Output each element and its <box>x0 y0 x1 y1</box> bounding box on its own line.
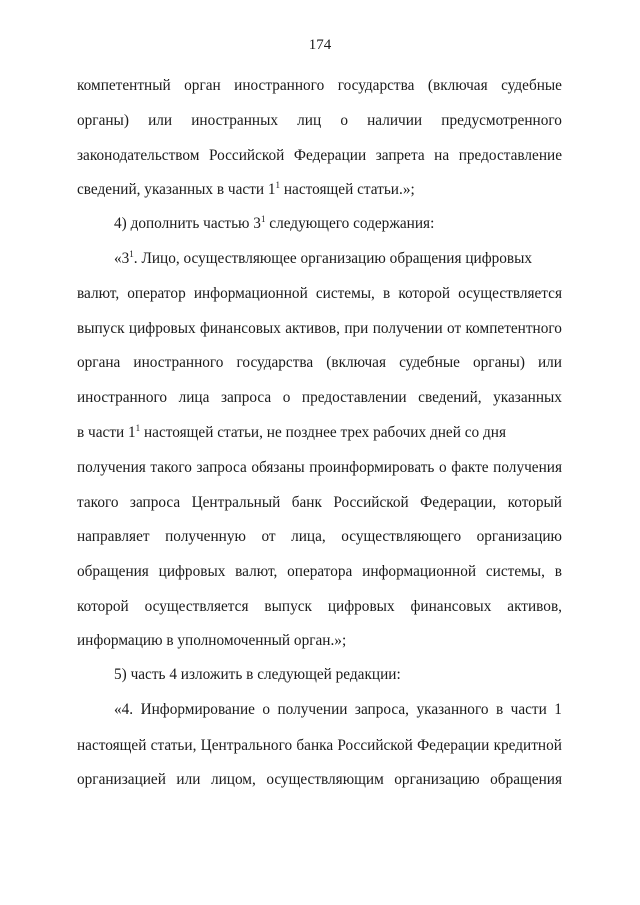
text-segment: . Лицо, осуществляющее организацию обращения цифровых <box>133 250 533 267</box>
word: части <box>510 701 547 718</box>
word: обязаны <box>251 459 305 476</box>
word: указанных <box>493 389 562 406</box>
word: указанного <box>416 701 489 718</box>
word: который <box>507 494 562 511</box>
word: о <box>262 701 271 718</box>
word: «4. <box>114 701 134 718</box>
word: 1 <box>554 701 562 718</box>
word: информационной <box>193 285 308 302</box>
superscript: 1 <box>275 180 281 190</box>
text-segment: следующего содержания: <box>265 215 435 232</box>
word: организацией <box>77 771 166 788</box>
word: обращения <box>490 771 562 788</box>
word: оператор <box>127 285 186 302</box>
word: предусмотренного <box>441 112 562 129</box>
word: иностранного <box>234 77 325 94</box>
text-line: 5) часть 4 изложить в следующей редакции: <box>114 666 401 683</box>
word: валют, <box>77 285 120 302</box>
word: информационной <box>362 563 477 580</box>
word: о <box>438 459 447 476</box>
word: при <box>344 320 369 337</box>
word: факте <box>451 459 489 476</box>
word: запроса <box>129 494 181 511</box>
word: компетентного <box>465 320 562 337</box>
word: Центральный <box>191 494 281 511</box>
text-line <box>77 320 562 338</box>
word: организацию <box>476 528 562 545</box>
word: направляет <box>77 528 150 545</box>
word: выпуск <box>264 598 312 615</box>
word: запрета <box>375 147 425 164</box>
word: на <box>434 147 450 164</box>
word: осуществляющего <box>341 528 462 545</box>
text-segment: «3 <box>114 250 130 267</box>
text-line <box>77 389 562 407</box>
text-line <box>77 285 562 303</box>
word: организацию <box>394 771 480 788</box>
word: или <box>148 112 173 129</box>
word: выпуск <box>77 320 125 337</box>
word: в <box>382 285 391 302</box>
word: государства <box>337 77 415 94</box>
word: полученную <box>165 528 246 545</box>
word: финансовых <box>410 598 492 615</box>
word: осуществляющим <box>266 771 384 788</box>
word: которой <box>398 285 451 302</box>
word: Федерации <box>417 737 490 754</box>
text-line <box>77 147 562 165</box>
word: статьи, <box>150 737 197 754</box>
word: судебные <box>501 77 562 94</box>
word: Федерации <box>293 147 367 164</box>
word: иностранного <box>77 389 168 406</box>
word: от <box>447 320 462 337</box>
word: проинформировать <box>309 459 435 476</box>
word: запроса <box>220 389 272 406</box>
text-line <box>77 112 562 130</box>
text-segment: в части 1 <box>77 424 136 441</box>
text-line <box>77 181 562 199</box>
word: органа <box>77 354 121 371</box>
text-segment: сведений, указанных в части 1 <box>77 181 276 198</box>
word: активов, <box>507 598 562 615</box>
word: такого <box>150 459 192 476</box>
word: получения <box>77 459 146 476</box>
text-line <box>77 424 562 442</box>
word: настоящей <box>77 737 147 754</box>
text-line <box>77 354 562 372</box>
word: законодательством <box>77 147 200 164</box>
word: (включая <box>326 354 387 371</box>
word: которой <box>77 598 129 615</box>
text-segment: настоящей статьи.»; <box>280 181 415 198</box>
text-line: информацию в уполномоченный орган.»; <box>77 632 347 649</box>
word: иностранного <box>133 354 224 371</box>
word: орган <box>184 77 221 94</box>
word: банк <box>291 494 322 511</box>
word: запроса <box>196 459 247 476</box>
word: системы, <box>315 285 375 302</box>
word: от <box>261 528 276 545</box>
text-line <box>114 215 562 233</box>
word: Российской <box>337 737 413 754</box>
word: банка <box>296 737 334 754</box>
word: получении <box>277 701 348 718</box>
text-segment: настоящей статьи, не позднее трех рабочих дней со дня <box>140 424 506 441</box>
word: о <box>340 112 348 129</box>
text-line <box>77 77 562 95</box>
word: валют, <box>235 563 278 580</box>
text-line <box>77 494 562 512</box>
word: лицом, <box>210 771 256 788</box>
word: такого <box>77 494 119 511</box>
word: или <box>537 354 562 371</box>
text-line <box>114 701 562 719</box>
word: органы) <box>77 112 129 129</box>
word: органы) <box>473 354 525 371</box>
text-line <box>77 771 562 789</box>
superscript: 1 <box>135 423 141 433</box>
word: финансовых <box>200 320 281 337</box>
word: активов, <box>285 320 340 337</box>
word: предоставлении <box>301 389 407 406</box>
word: обращения <box>77 563 149 580</box>
word: государства <box>236 354 314 371</box>
word: цифровых <box>327 598 395 615</box>
word: осуществляется <box>144 598 249 615</box>
text-line <box>77 737 562 755</box>
word: о <box>282 389 291 406</box>
word: Центрального <box>200 737 293 754</box>
word: Российской <box>333 494 409 511</box>
word: Информирование <box>140 701 255 718</box>
word: осуществляется <box>458 285 562 302</box>
superscript: 1 <box>260 214 266 224</box>
word: лица, <box>291 528 326 545</box>
text-line <box>77 563 562 581</box>
word: судебные <box>399 354 460 371</box>
word: лиц <box>297 112 322 129</box>
word: кредитной <box>493 737 562 754</box>
text-line <box>114 250 562 268</box>
word: Федерации, <box>420 494 497 511</box>
word: лица <box>178 389 210 406</box>
text-line <box>77 598 562 616</box>
word: или <box>176 771 201 788</box>
word: наличии <box>367 112 423 129</box>
word: компетентный <box>77 77 171 94</box>
word: в <box>495 701 504 718</box>
word: запроса, <box>354 701 410 718</box>
word: сведений, <box>418 389 482 406</box>
word: оператора <box>287 563 353 580</box>
word: (включая <box>427 77 488 94</box>
word: получении <box>372 320 443 337</box>
word: Российской <box>208 147 285 164</box>
text-line <box>77 528 562 546</box>
superscript: 1 <box>129 249 134 259</box>
word: предоставление <box>458 147 562 164</box>
page-number: 174 <box>308 37 332 53</box>
text-segment: 4) дополнить частью 3 <box>114 215 261 232</box>
word: иностранных <box>191 112 279 129</box>
word: системы, <box>485 563 545 580</box>
word: цифровых <box>128 320 196 337</box>
word: цифровых <box>158 563 226 580</box>
word: в <box>554 563 562 580</box>
word: получения <box>493 459 562 476</box>
text-line <box>77 459 562 477</box>
